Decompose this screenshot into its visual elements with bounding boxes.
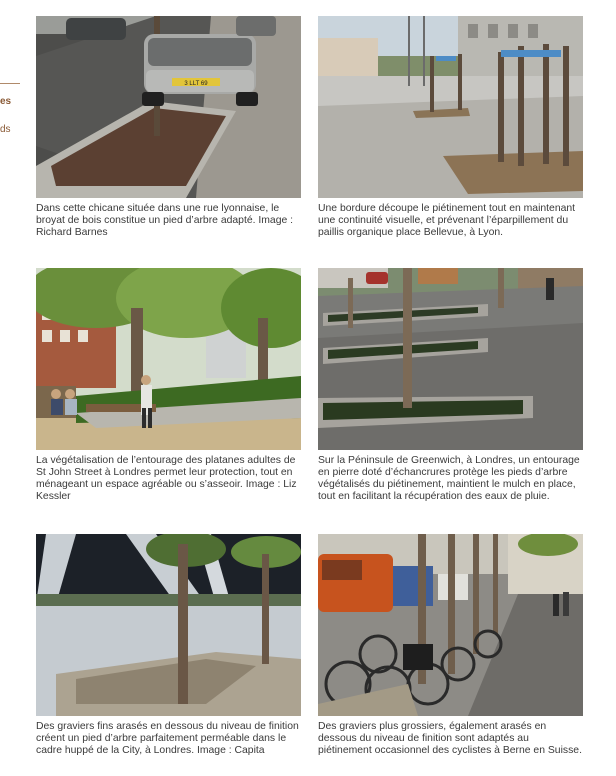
photo-city-of-london <box>36 534 301 716</box>
photo-lyon-chicane-illustration <box>36 16 301 198</box>
figure-bern <box>318 534 583 757</box>
figure-caption: Une bordure découpe le piétinement tout en maintenant une continuité visuelle, et prévenant l’éparpillement du paillis organique place Bellevue, à Lyon. <box>318 203 576 239</box>
license-plate-text: 3 LLT 69 <box>184 81 208 87</box>
sidebar-text-fragment: ds <box>0 124 11 135</box>
figure-lyon-chicane <box>36 16 301 239</box>
figure-caption: Des graviers plus grossiers, également arasés en dessous du niveau de finition sont adaptés au piétinement occasionnel des cyclistes à Berne en Suisse. <box>318 721 582 757</box>
photo-city-of-london-illustration <box>36 534 301 716</box>
photo-st-john-street <box>36 268 301 450</box>
photo-place-bellevue <box>318 16 583 198</box>
sidebar-rule <box>0 83 20 84</box>
photo-bern <box>318 534 583 716</box>
photo-bern-illustration <box>318 534 583 716</box>
photo-st-john-street-illustration <box>36 268 301 450</box>
figure-greenwich-peninsula <box>318 268 583 503</box>
photo-place-bellevue-illustration <box>318 16 583 198</box>
photo-lyon-chicane <box>36 16 301 198</box>
figure-caption: Des graviers fins arasés en dessous du niveau de finition créent un pied d’arbre parfaitement perméable dans le cadre huppé de la City, à Londres. Image : Capita <box>36 721 299 757</box>
figure-caption: La végétalisation de l’entourage des platanes adultes de St John Street à Londres permet leur protection, tout en ménageant un espace agréable ou s’asseoir. Image : Liz Kessler <box>36 455 297 503</box>
photo-greenwich-peninsula <box>318 268 583 450</box>
sidebar-text-fragment: es <box>0 96 12 107</box>
figure-caption: Dans cette chicane située dans une rue lyonnaise, le broyat de bois constitue un pied d’arbre adapté. Image : Richard Barnes <box>36 203 294 239</box>
figure-st-john-street <box>36 268 301 503</box>
figure-city-of-london <box>36 534 301 757</box>
figure-caption: Sur la Péninsule de Greenwich, à Londres, un entourage en pierre doté d’échancrures protège les pieds d’arbre végétalisés du piétinement, maintient le mulch en place, tout en facilitant la récupération des eaux de pluie. <box>318 455 580 503</box>
figure-place-bellevue <box>318 16 583 239</box>
photo-greenwich-peninsula-illustration <box>318 268 583 450</box>
